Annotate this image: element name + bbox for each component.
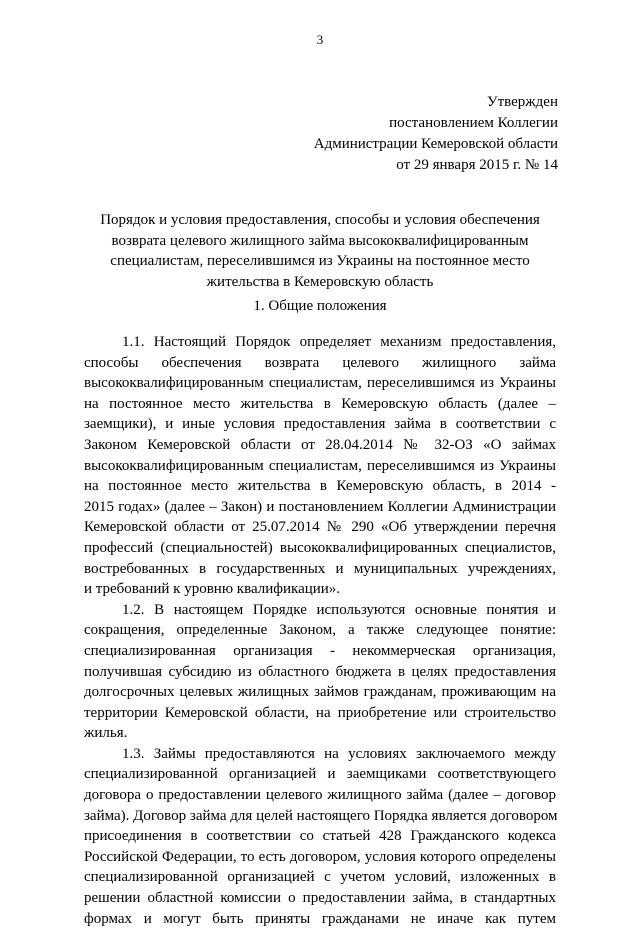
paragraph-line: Кемеровской области от 25.07.2014 № 290 «Об утверждении перечня xyxy=(84,519,556,536)
paragraph-line: востребованных в государственных и муниципальных учреждениях, xyxy=(84,560,556,577)
paragraph-line: 1.1. Настоящий Порядок определяет механизм предоставления, xyxy=(122,334,556,350)
paragraph-line: специализированной организацией с учетом условий, изложенных в xyxy=(84,869,556,886)
paragraph-line: Российской Федерации, то есть договором, условия которого определены xyxy=(84,848,556,865)
paragraph-line: присоединения в соответствии со статьей 428 Гражданского кодекса xyxy=(84,828,556,845)
paragraph-line: высококвалифицированным специалистам, переселившимся из Украины xyxy=(84,457,556,474)
paragraph-line: получившая субсидию из областного бюджета в целях предоставления xyxy=(84,663,556,680)
paragraph-line: способы обеспечения возврата целевого жилищного займа xyxy=(84,354,556,371)
paragraph-line: Законом Кемеровской области от 28.04.2014 № 32-ОЗ «О займах xyxy=(84,436,556,453)
paragraph-line: формах и могут быть приняты гражданами не иначе как путем xyxy=(84,910,556,927)
approval-line: Администрации Кемеровской области xyxy=(313,136,558,152)
paragraph-line: на постоянное место жительства в Кемеровскую область (далее – xyxy=(84,395,556,412)
document-title xyxy=(84,210,556,292)
paragraph-line: специализированной организацией и заемщиками соответствующего xyxy=(84,766,556,783)
paragraph-line: жилья. xyxy=(84,725,128,742)
page-number: 3 xyxy=(316,32,324,47)
section-heading: 1. Общие положения xyxy=(253,298,387,314)
paragraph-line: договора о предоставлении целевого жилищного займа (далее – договор xyxy=(84,787,556,804)
paragraph-line: сокращения, определенные Законом, а также следующее понятие: xyxy=(84,622,556,639)
title-line: жительства в Кемеровскую область xyxy=(206,273,434,290)
approval-line: Утвержден xyxy=(486,94,558,110)
approval-line: от 29 января 2015 г. № 14 xyxy=(396,157,558,173)
paragraph-line: профессий (специальностей) высококвалифицированных специалистов, xyxy=(84,539,556,556)
paragraph-line: 1.3. Займы предоставляются на условиях заключаемого между xyxy=(122,745,556,762)
title-line: специалистам, переселившимся из Украины на постоянное место xyxy=(110,253,530,269)
paragraph-line: долгосрочных целевых жилищных займов гражданам, проживающим на xyxy=(84,684,556,701)
paragraph-line: территории Кемеровской области, на приобретение или строительство xyxy=(84,704,556,721)
paragraph-line: на постоянное место жительства в Кемеровскую область, в 2014 - xyxy=(84,478,556,495)
title-line: возврата целевого жилищного займа высококвалифицированным xyxy=(111,232,529,249)
paragraph-line: 1.2. В настоящем Порядке используются основные понятия и xyxy=(122,601,556,618)
body-text xyxy=(84,332,556,929)
paragraph xyxy=(84,744,556,929)
paragraph-line: решении областной комиссии о предоставлении займа, в стандартных xyxy=(84,890,556,907)
paragraph-line: 2015 годах» (далее – Закон) и постановлением Коллегии Администрации xyxy=(84,498,556,515)
approval-block xyxy=(314,92,558,176)
paragraph-line: займа). Договор займа для целей настоящего Порядка является договором xyxy=(84,807,558,824)
paragraph-line: специализированная организация - некоммерческая организация, xyxy=(84,642,556,659)
paragraph-line: и требований к уровню квалификации». xyxy=(84,581,341,598)
paragraph-line: высококвалифицированным специалистам, переселившимся из Украины xyxy=(84,375,556,392)
paragraph xyxy=(84,600,556,744)
paragraph xyxy=(84,332,556,600)
approval-line: постановлением Коллегии xyxy=(389,115,558,131)
title-line: Порядок и условия предоставления, способы и условия обеспечения xyxy=(100,212,540,228)
paragraph-line: заемщики), и иные условия предоставления займа в соответствии с xyxy=(84,416,556,433)
